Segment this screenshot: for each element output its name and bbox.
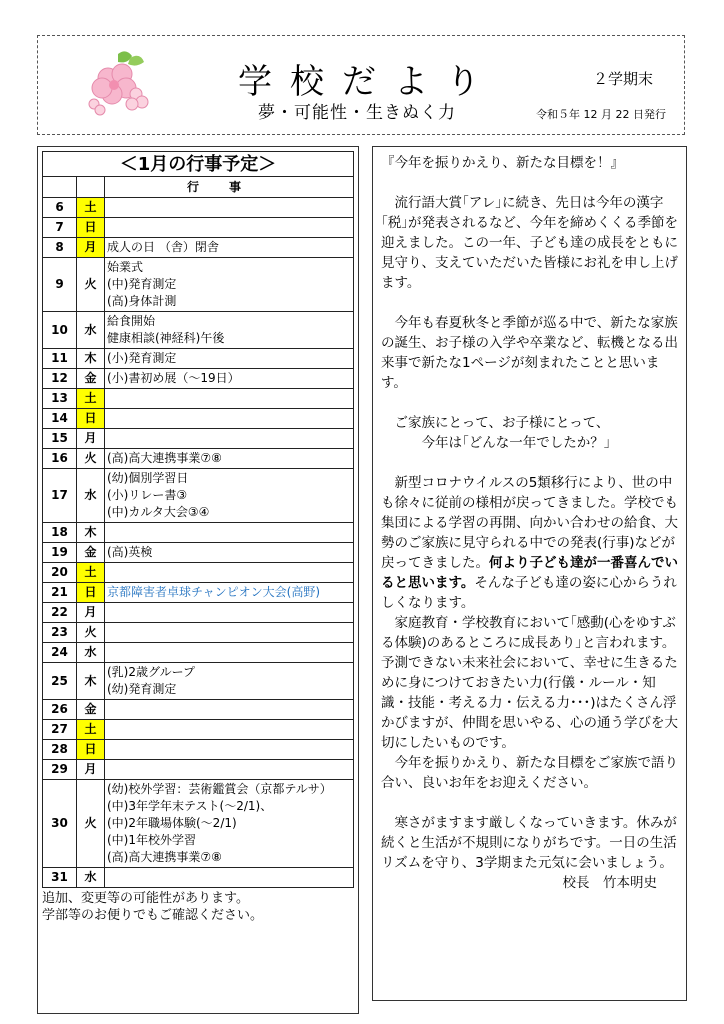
schedule-date: 28 [43,740,77,760]
article-heading: 『今年を振りかえり、新たな目標を！』 [381,155,624,171]
schedule-event: (乳)2歳グループ [107,665,196,679]
schedule-event: 給食開始 [107,314,156,328]
schedule-weekday: 月 [77,760,105,780]
schedule-events [105,583,354,603]
schedule-weekday: 月 [77,238,105,258]
schedule-weekday: 土 [77,563,105,583]
schedule-weekday: 日 [77,740,105,760]
schedule-date: 20 [43,563,77,583]
schedule-event: 京都障害者卓球チャンピオン大会(高野) [107,585,321,599]
schedule-row [43,603,354,623]
schedule-event: (小)発育測定 [107,351,177,365]
article-emphasis: 何より子ども達が一番喜んでいると思います。 [381,555,678,591]
schedule-weekday: 水 [77,469,105,523]
schedule-events [105,780,354,868]
schedule-event: (中)カルタ大会③④ [107,505,210,519]
schedule-row [43,583,354,603]
schedule-date: 6 [43,198,77,218]
schedule-weekday: 土 [77,389,105,409]
schedule-event: (高)英検 [107,545,153,559]
principal-message [381,153,681,893]
schedule-weekday: 日 [77,218,105,238]
schedule-events [105,623,354,643]
schedule-events [105,663,354,700]
schedule-event: (幼)個別学習日 [107,471,189,485]
schedule-events [105,469,354,523]
note-line: 学部等のお便りでもご確認ください。 [42,908,264,923]
schedule-date: 23 [43,623,77,643]
schedule-event: 成人の日 （舎）閉舎 [107,240,219,254]
schedule-row [43,760,354,780]
schedule-date: 18 [43,523,77,543]
schedule-date: 26 [43,700,77,720]
schedule-events [105,868,354,888]
schedule-events [105,312,354,349]
schedule-events [105,409,354,429]
schedule-date: 17 [43,469,77,523]
schedule-date: 19 [43,543,77,563]
schedule-events [105,389,354,409]
schedule-date: 16 [43,449,77,469]
schedule-weekday: 水 [77,868,105,888]
schedule-date: 11 [43,349,77,369]
schedule-events [105,369,354,389]
schedule-event: (中)3年学年末テスト(～2/1)、 [107,799,273,813]
schedule-events [105,523,354,543]
schedule-row [43,868,354,888]
schedule-events [105,740,354,760]
schedule-weekday: 金 [77,369,105,389]
schedule-weekday: 金 [77,543,105,563]
schedule-date: 21 [43,583,77,603]
schedule-events [105,258,354,312]
article-paragraph: ご家族にとって、お子様にとって、 [381,415,610,431]
article-paragraph: 家庭教育・学校教育において｢感動(心をゆすぶる体験)のあるところに成長あり｣と言われます。予測できない未来社会において、幸せに生きるために身につけておきたい力(行儀・ルール・知識・技能・考える力・伝える力･･･)はたくさん浮かびますが、仲間を思いやる、心の通う学びを大切にしたいものです。 [381,615,678,751]
schedule-date: 8 [43,238,77,258]
schedule-row [43,258,354,312]
schedule-date: 14 [43,409,77,429]
schedule-weekday: 火 [77,623,105,643]
schedule-weekday: 火 [77,449,105,469]
schedule-row [43,369,354,389]
schedule-weekday: 木 [77,663,105,700]
schedule-date: 10 [43,312,77,349]
schedule-row [43,623,354,643]
schedule-event: (小)書初め展（～19日） [107,371,240,385]
schedule-weekday: 日 [77,409,105,429]
schedule-events [105,349,354,369]
schedule-row [43,198,354,218]
schedule-date: 24 [43,643,77,663]
schedule-row [43,563,354,583]
note-line: 追加、変更等の可能性があります。 [42,891,249,906]
schedule-weekday: 日 [77,583,105,603]
schedule-events [105,720,354,740]
schedule-events [105,543,354,563]
schedule-row [43,409,354,429]
schedule-weekday: 水 [77,643,105,663]
schedule-weekday: 月 [77,429,105,449]
schedule-events [105,238,354,258]
schedule-weekday: 水 [77,312,105,349]
schedule-weekday: 木 [77,523,105,543]
schedule-event: (高)高大連携事業⑦⑧ [107,451,222,465]
schedule-row [43,663,354,700]
schedule-date: 13 [43,389,77,409]
schedule-event: 健康相談(神経科)午後 [107,331,225,345]
article-paragraph: 今年を振りかえり、新たな目標をご家族で語り合い、良いお年をお迎えください。 [381,755,678,791]
schedule-date: 9 [43,258,77,312]
schedule-events [105,603,354,623]
newsletter-header [37,35,685,135]
schedule-events [105,563,354,583]
schedule-date: 30 [43,780,77,868]
schedule-date: 29 [43,760,77,780]
schedule-events [105,643,354,663]
article-paragraph: 今年は｢どんな一年でしたか？｣ [381,435,611,451]
schedule-events [105,218,354,238]
article-text: 新型コロナウイルスの5類移行により、世の中も徐々に従前の様相が戻ってきました。学校でも集団による学習の再開、向かい合わせの給食、大勢のご家族に見守られる中での発表(行事)などが戻ってきました。 [381,475,678,571]
schedule-row [43,238,354,258]
schedule-events [105,198,354,218]
schedule-date: 25 [43,663,77,700]
schedule-date: 7 [43,218,77,238]
schedule-row [43,349,354,369]
schedule-table [42,151,354,888]
issue-date: 令和５年 12 月 22 日発行 [536,108,666,121]
schedule-date: 27 [43,720,77,740]
schedule-row [43,523,354,543]
schedule-row [43,720,354,740]
newsletter-title: 学校だより [238,62,498,102]
schedule-date: 15 [43,429,77,449]
schedule-events [105,700,354,720]
schedule-row [43,312,354,349]
principal-signature: 校長 竹本明史 [562,875,657,891]
schedule-row [43,218,354,238]
schedule-weekday: 土 [77,720,105,740]
article-text: そんな子ども達の姿に心からうれしくなります。 [381,575,677,611]
schedule-weekday: 月 [77,603,105,623]
schedule-weekday: 土 [77,198,105,218]
schedule-event: (高)高大連携事業⑦⑧ [107,850,222,864]
schedule-row [43,389,354,409]
schedule-event: (高)身体計測 [107,294,177,308]
schedule-row [43,429,354,449]
schedule-event: 始業式 [107,260,144,274]
schedule-events [105,429,354,449]
schedule-date: 12 [43,369,77,389]
schedule-event: (中)2年職場体験(～2/1) [107,816,237,830]
schedule-row [43,700,354,720]
school-motto: 夢・可能性・生きぬく力 [258,103,456,123]
schedule-row [43,780,354,868]
schedule-row [43,449,354,469]
schedule-weekday: 木 [77,349,105,369]
schedule-row [43,740,354,760]
schedule-row [43,543,354,563]
article-paragraph [381,473,681,613]
column-header-events: 行事 [105,177,354,198]
schedule-notes [42,890,354,924]
schedule-event: (幼)発育測定 [107,682,177,696]
schedule-event: (中)発育測定 [107,277,177,291]
schedule-events [105,449,354,469]
schedule-event: (小)リレー書③ [107,488,188,502]
schedule-date: 31 [43,868,77,888]
schedule-panel [37,146,359,1014]
schedule-row [43,469,354,523]
schedule-weekday: 金 [77,700,105,720]
schedule-events [105,760,354,780]
schedule-row [43,643,354,663]
schedule-date: 22 [43,603,77,623]
schedule-event: (中)1年校外学習 [107,833,196,847]
schedule-event: (幼)校外学習：芸術鑑賞会（京都テルサ） [107,782,332,796]
schedule-caption: ＜1月の行事予定＞ [43,152,354,177]
article-paragraph: 今年も春夏秋冬と季節が巡る中で、新たな家族の誕生、お子様の入学や卒業など、転機となる出来事で新たな1ページが刻まれたことと思います。 [381,315,678,391]
schedule-weekday: 火 [77,258,105,312]
schedule-weekday: 火 [77,780,105,868]
principal-message-panel [372,146,687,1001]
article-paragraph: 流行語大賞｢アレ｣に続き、先日は今年の漢字｢税｣が発表されるなど、今年を締めくくる季節を迎えました。この一年、子ども達の成長をともに見守り、支えていただいた皆様にお礼を申し上げます。 [381,195,678,291]
term-label: ２学期末 [593,70,654,88]
cherry-blossom-icon [78,48,158,118]
article-paragraph: 寒さがますます厳しくなっていきます。休みが続くと生活が不規則になりがちです。一日の生活リズムを守り、3学期また元気に会いましょう。 [381,815,677,871]
